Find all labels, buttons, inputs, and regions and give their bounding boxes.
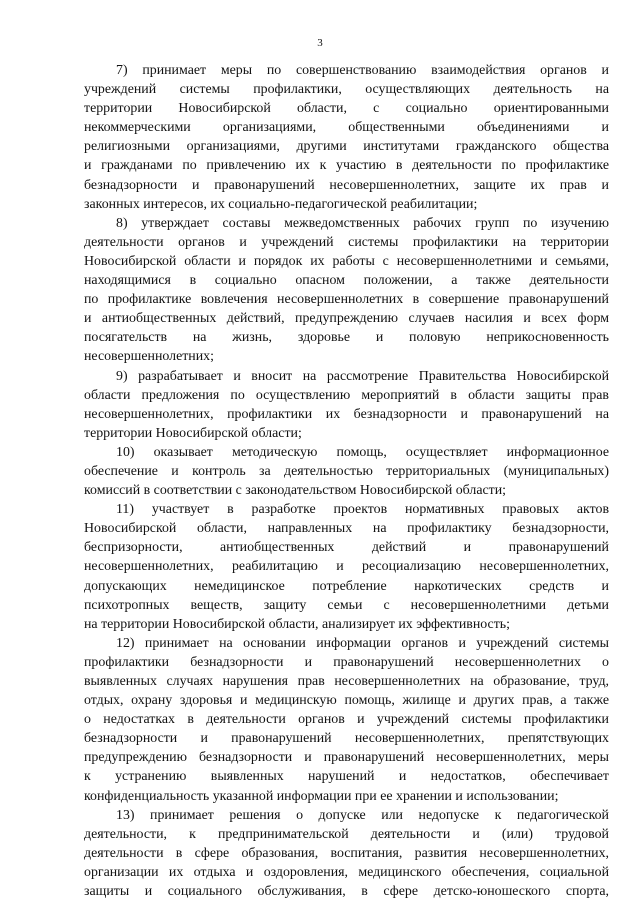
paragraph-line: защиты и социального обслуживания, в сфере детско-юношеского спорта, <box>84 884 609 900</box>
paragraph-line: профилактики безнадзорности и правонарушений несовершеннолетних о <box>84 654 609 670</box>
paragraph-line: и гражданами по привлечению их к участию в деятельности по профилактике <box>84 158 609 174</box>
paragraph-line: несовершеннолетних, реабилитацию и ресоциализацию несовершеннолетних, <box>84 559 609 575</box>
paragraph-line: 10) оказывает методическую помощь, осуществляет информационное <box>116 444 609 460</box>
paragraph-line: 12) принимает на основании информации органов и учреждений системы <box>116 635 609 651</box>
paragraph-line: комиссий в соответствии с законодательством Новосибирской области; <box>84 483 507 499</box>
paragraph-line: деятельности органов и учреждений системы профилактики на территории <box>84 234 609 250</box>
paragraph-line: законных интересов, их социально-педагогической реабилитации; <box>84 196 478 212</box>
paragraph-item-7 <box>84 61 609 214</box>
paragraph-line: деятельности в сфере образования, воспитания, развития несовершеннолетних, <box>84 845 609 861</box>
paragraph-item-8 <box>84 214 609 367</box>
paragraph-line: несовершеннолетних, профилактики их безнадзорности и правонарушений на <box>84 406 609 422</box>
paragraph-line: 7) принимает меры по совершенствованию взаимодействия органов и <box>116 63 609 78</box>
paragraph-line: психотропных веществ, защиту семьи с несовершеннолетними детьми <box>84 597 609 613</box>
paragraph-line: учреждений системы профилактики, осуществляющих деятельность на <box>84 82 609 98</box>
paragraph-item-11 <box>84 500 609 634</box>
paragraph-line: организации их отдыха и оздоровления, медицинского обеспечения, социальной <box>84 864 609 880</box>
paragraph-line: безнадзорности и правонарушений несовершеннолетних, защите их прав и <box>84 177 609 193</box>
paragraph-line: находящимися в социально опасном положении, а также деятельности <box>84 273 609 289</box>
paragraph-line: предупреждению безнадзорности и правонарушений несовершеннолетних, меры <box>84 750 609 766</box>
paragraph-line: Новосибирской области, направленных на профилактику безнадзорности, <box>84 521 609 537</box>
paragraph-line: некоммерческими организациями, общественными объединениями и <box>84 120 609 136</box>
paragraph-line: к устранению выявленных нарушений и недостатков, обеспечивает <box>84 769 609 785</box>
paragraph-line: отдых, охрану здоровья и медицинскую помощь, жилище и других прав, а также <box>84 693 609 709</box>
paragraph-item-12 <box>84 634 609 806</box>
paragraph-line: территории Новосибирской области; <box>84 425 302 441</box>
document-body <box>84 61 609 901</box>
paragraph-line: на территории Новосибирской области, анализирует их эффективность; <box>84 616 510 632</box>
paragraph-item-10 <box>84 443 609 500</box>
paragraph-line: несовершеннолетних; <box>84 349 214 365</box>
paragraph-line: территории Новосибирской области, с социально ориентированными <box>84 101 609 117</box>
paragraph-item-13 <box>84 806 609 901</box>
paragraph-line: безнадзорности и правонарушений несовершеннолетних, препятствующих <box>84 731 609 747</box>
paragraph-line: беспризорности, антиобщественных действий и правонарушений <box>84 540 609 556</box>
paragraph-line: о недостатках в деятельности органов и учреждений системы профилактики <box>84 712 609 728</box>
paragraph-line: посягательств на жизнь, здоровье и половую неприкосновенность <box>84 330 609 346</box>
paragraph-line: конфиденциальность указанной информации при ее хранении и использовании; <box>84 788 559 804</box>
paragraph-line: деятельности, к предпринимательской деятельности и (или) трудовой <box>84 826 609 842</box>
paragraph-line: области предложения по осуществлению мероприятий в области защиты прав <box>84 387 609 403</box>
paragraph-line: 13) принимает решения о допуске или недопуске к педагогической <box>116 807 609 823</box>
paragraph-line: выявленных случаях нарушения прав несовершеннолетних на образование, труд, <box>84 674 609 689</box>
paragraph-line: обеспечение и контроль за деятельностью территориальных (муниципальных) <box>84 463 609 479</box>
paragraph-line: 11) участвует в разработке проектов нормативных правовых актов <box>116 502 609 518</box>
paragraph-line: по профилактике вовлечения несовершеннолетних в совершение правонарушений <box>84 292 609 308</box>
paragraph-line: 8) утверждает составы межведомственных рабочих групп по изучению <box>116 215 609 231</box>
paragraph-line: допускающих немедицинское потребление наркотических средств и <box>84 578 609 594</box>
page-number: 3 <box>317 37 323 49</box>
paragraph-line: Новосибирской области и порядок их работы с несовершеннолетними и семьями, <box>84 253 609 269</box>
paragraph-line: 9) разрабатывает и вносит на рассмотрение Правительства Новосибирской <box>116 368 609 384</box>
paragraph-item-9 <box>84 367 609 443</box>
paragraph-line: и антиобщественных действий, предупреждению случаев насилия и всех форм <box>84 311 609 327</box>
paragraph-line: религиозными организациями, другими институтами гражданского общества <box>84 139 609 155</box>
